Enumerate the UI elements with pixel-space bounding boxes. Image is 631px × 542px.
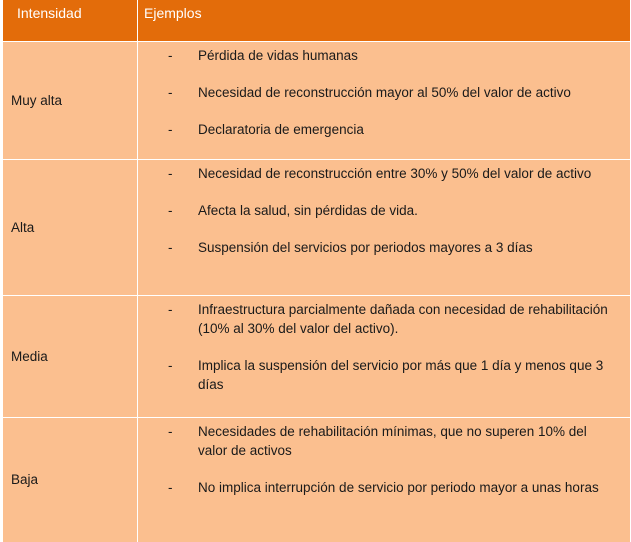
list-item: - Pérdida de vidas humanas (168, 48, 358, 63)
table-row-alta (3, 160, 630, 296)
examples-cell (138, 418, 631, 542)
header-intensity: Intensidad (3, 0, 138, 42)
intensity-cell: Media (3, 296, 138, 418)
intensity-cell: Muy alta (3, 42, 138, 160)
list-item: - Necesidades de rehabilitación mínimas, que no superen 10% del valor de activos (168, 424, 587, 458)
list-item: - Declaratoria de emergencia (168, 122, 364, 137)
examples-list (168, 164, 614, 257)
table-row-media (3, 296, 630, 418)
examples-cell (138, 160, 631, 296)
list-item: - Necesidad de reconstrucción mayor al 50% del valor de activo (168, 85, 571, 100)
list-item: - Infraestructura parcialmente dañada con necesidad de rehabilitación (10% al 30% del valor del activo). (168, 302, 608, 336)
list-item: - Implica la suspensión del servicio por más que 1 día y menos que 3 días (168, 358, 604, 392)
list-item: - Suspensión del servicios por periodos mayores a 3 días (168, 240, 533, 255)
examples-list (168, 46, 614, 139)
intensity-cell: Baja (3, 418, 138, 542)
list-item: - Afecta la salud, sin pérdidas de vida. (168, 203, 418, 218)
table-row-muy-alta (3, 42, 630, 160)
header-examples: Ejemplos (138, 0, 631, 42)
table-row-baja (3, 418, 630, 542)
examples-cell (138, 42, 631, 160)
list-item: - Necesidad de reconstrucción entre 30% y 50% del valor de activo (168, 166, 592, 181)
examples-list (168, 422, 614, 497)
intensity-table (3, 0, 630, 542)
intensity-cell: Alta (3, 160, 138, 296)
table-header-row (3, 0, 630, 42)
examples-cell (138, 296, 631, 418)
list-item: - No implica interrupción de servicio por periodo mayor a unas horas (168, 480, 599, 495)
examples-list (168, 300, 614, 394)
